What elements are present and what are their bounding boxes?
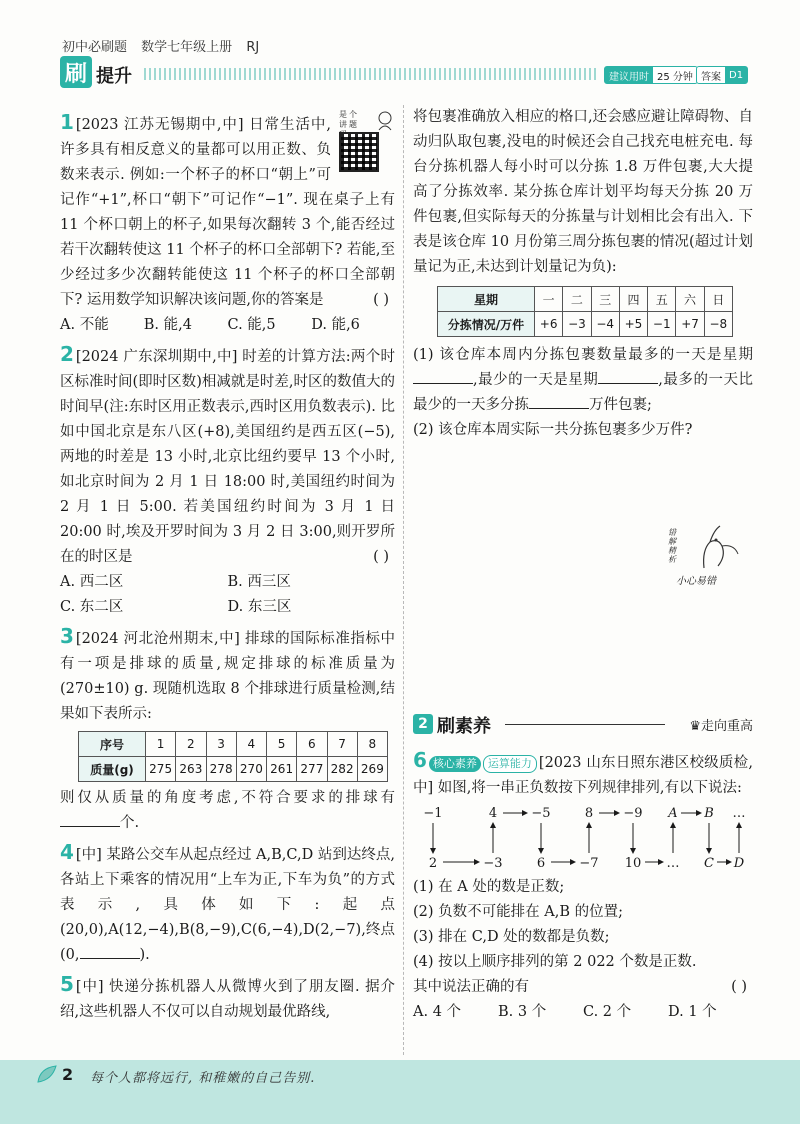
- answer-blank[interactable]: [598, 369, 658, 384]
- question-6-text: [2023 山东日照东港区校级质检,中] 如图,将一串正负数按下列规律排列,有以下说法:: [413, 755, 753, 796]
- subject-title: 数学七年级上册: [141, 40, 233, 55]
- sub1-text-b: ,最少的一天是星期: [473, 372, 599, 388]
- section-2-title: 刷素养: [437, 716, 491, 737]
- section-2-rule: [505, 724, 665, 725]
- table-cell: 三: [591, 287, 619, 312]
- time-label: 建议用时: [605, 67, 653, 83]
- question-3-followup: [60, 786, 395, 836]
- question-2-options: [60, 570, 395, 620]
- time-pill: [604, 66, 698, 84]
- question-2-text: [2024 广东深圳期中,中] 时差的计算方法:两个时区标准时间(即时区数)相减就是时差,时区的数值大的时间早(注:东时区用正数表示,西时区用负数表示). 比如中国北京是东八区(+8),美国纽约是西五区(−5),两地的时差是 13 小时,北京比纽约要早 13 个小时,如北京时间为 2 月 1 日 18:00 时,美国纽约时间为 2 月 1 日 5:00. 若美国纽约时间为 3 月 1 日 20:00 时,埃及开罗时间为 3 月 2 日 3:00,则开罗所在的时区是: [60, 349, 395, 565]
- statement-4: (4) 按以上顺序排列的第 2 022 个数是正数.: [413, 954, 697, 970]
- question-2: [60, 342, 395, 570]
- option-d[interactable]: D. 能,6: [311, 317, 360, 333]
- answer-blank[interactable]: [529, 394, 589, 409]
- sub1-text-a: (1) 该仓库本周内分拣包裹数量最多的一天是星期: [413, 347, 753, 363]
- table-cell: −1: [648, 312, 676, 337]
- answer-label: 答案: [701, 71, 721, 83]
- table-row: [79, 757, 388, 782]
- section-2-right-text: 走向重高: [700, 719, 753, 734]
- option-a[interactable]: A. 4 个: [413, 1004, 462, 1020]
- table-cell: −8: [704, 312, 732, 337]
- option-a[interactable]: A. 不能: [60, 317, 109, 333]
- question-4-end: ).: [139, 947, 150, 963]
- table-cell: 六: [676, 287, 704, 312]
- question-6-options: [413, 1000, 753, 1025]
- sequence-diagram: [419, 803, 749, 873]
- table-cell: 4: [236, 732, 266, 757]
- option-a[interactable]: A. 西二区: [60, 574, 124, 590]
- sub1-text-c: ,最多的一天比最少的一天多分拣: [413, 372, 754, 413]
- answer-value: D1: [725, 67, 747, 83]
- question-4: [60, 840, 395, 968]
- question-1-text: [2023 江苏无锡期中,中] 日常生活中,许多具有相反意义的量都可以用正数、负数来表示. 例如:一个杯子的杯口“朝上”可记作“+1”,杯口“朝下”可记作“−1”. 现在桌子上有 11 个杯口朝上的杯子,如果每次翻转 3 个,能否经过若干次翻转使这 11 个杯子的杯口全部朝下? 若能,至少经过多少次翻转能使这 11 个杯子的杯口全部朝下? 运用数学知识解决该问题,你的答案是: [60, 117, 395, 308]
- page-number: 2: [62, 1065, 74, 1084]
- table-cell: 3: [206, 732, 236, 757]
- table-cell: 269: [357, 757, 387, 782]
- question-5-sub2: (2) 该仓库本周实际一共分拣包裹多少万件?: [413, 422, 693, 438]
- section-2-badge: 2: [413, 714, 433, 734]
- answer-paren: ( ): [373, 292, 389, 308]
- book-header: [62, 36, 269, 55]
- header-stripe: [144, 68, 596, 80]
- question-3-text: [2024 河北沧州期末,中] 排球的国际标准指标中有一项是排球的质量,规定排球的标准质量为(270±10) g. 现随机选取 8 个排球进行质量检测,结果如下表所示:: [60, 631, 395, 722]
- answer-blank[interactable]: [60, 812, 120, 827]
- table-cell: 270: [236, 757, 266, 782]
- answer-paren: ( ): [373, 549, 389, 565]
- table-head: 分拣情况/万件: [438, 312, 535, 337]
- table-head: 序号: [79, 732, 146, 757]
- table-cell: 5: [267, 732, 297, 757]
- option-d[interactable]: D. 东三区: [227, 599, 292, 615]
- question-5-continued: 将包裹准确放入相应的格口,还会感应避让障碍物、自动归队取包裹,没电的时候还会自己找充电桩充电. 每台分拣机器人每小时可以分拣 1.8 万件包裹,大大提高了分拣效率. 某分拣仓库计划平均每天分拣 20 万件包裹,但实际每天的分拣量与计划相比会有出入. 下表是该仓库 10 月份第三周分拣包裹的情况(超过计划量记为正,未达到计划量记为负):: [413, 109, 753, 275]
- section-2-header: [413, 710, 753, 738]
- table-head: 质量(g): [79, 757, 146, 782]
- volleyball-table: [78, 731, 388, 782]
- diagram-top-1: 4: [488, 806, 498, 821]
- diagram-top-7: …: [732, 806, 746, 821]
- question-6-number: 6: [413, 748, 427, 772]
- answer-pill: [696, 66, 748, 84]
- diagram-top-3: 8: [584, 806, 594, 821]
- table-head: 星期: [438, 287, 535, 312]
- trophy-icon: ♛: [689, 719, 701, 734]
- left-column: [60, 110, 395, 1025]
- table-cell: 6: [297, 732, 327, 757]
- table-cell: 277: [297, 757, 327, 782]
- diagram-top-2: −5: [531, 806, 551, 821]
- qr-code-icon[interactable]: [339, 132, 379, 172]
- rabbit-sketch-icon: [684, 520, 744, 572]
- option-b[interactable]: B. 3 个: [498, 1004, 547, 1020]
- table-cell: 五: [648, 287, 676, 312]
- table-cell: +6: [535, 312, 563, 337]
- table-cell: 2: [176, 732, 206, 757]
- diagram-top-5: A: [668, 806, 678, 821]
- column-divider: [403, 105, 405, 1055]
- diagram-bottom-0: 2: [428, 856, 438, 871]
- question-6-text-block: [413, 748, 753, 801]
- qr-label: 是个讲题: [339, 110, 357, 129]
- answer-paren: ( ): [731, 979, 747, 995]
- diagram-bottom-2: 6: [536, 856, 546, 871]
- table-cell: 一: [535, 287, 563, 312]
- table-cell: 四: [619, 287, 647, 312]
- question-6-prompt: [413, 975, 753, 1000]
- computation-tag: 运算能力: [483, 755, 537, 773]
- option-b[interactable]: B. 西三区: [227, 574, 291, 590]
- diagram-bottom-1: −3: [483, 856, 503, 871]
- table-cell: 263: [176, 757, 206, 782]
- diagram-bottom-7: D: [733, 856, 745, 871]
- diagram-bottom-5: …: [666, 856, 680, 871]
- table-cell: 278: [206, 757, 236, 782]
- table-cell: 261: [267, 757, 297, 782]
- leaf-icon: [36, 1064, 58, 1084]
- question-3-after: 则仅从质量的角度考虑,不符合要求的排球有: [60, 790, 395, 806]
- core-literacy-tag: 核心素养: [429, 756, 481, 772]
- book-title: 初中必刷题: [62, 40, 128, 55]
- question-5-sub1: [413, 343, 753, 418]
- brand-logo: 刷: [60, 56, 92, 88]
- answer-blank[interactable]: [80, 944, 140, 959]
- mistake-sketch: [668, 520, 758, 590]
- table-cell: 7: [327, 732, 357, 757]
- table-cell: 二: [563, 287, 591, 312]
- diagram-bottom-6: C: [704, 856, 714, 871]
- option-c[interactable]: C. 东二区: [60, 599, 124, 615]
- table-cell: +7: [676, 312, 704, 337]
- diagram-top-4: −9: [623, 806, 643, 821]
- table-row: [438, 312, 733, 337]
- question-1: [60, 110, 395, 313]
- table-cell: −4: [591, 312, 619, 337]
- table-cell: 1: [146, 732, 176, 757]
- question-3-end: 个.: [120, 815, 140, 831]
- question-1-options: [60, 313, 395, 338]
- question-5-number: 5: [60, 972, 74, 996]
- table-cell: 275: [146, 757, 176, 782]
- question-5-start: [60, 972, 395, 1025]
- question-5-text-left: [中] 快递分拣机器人从微博火到了朋友圈. 据介绍,这些机器人不仅可以自动规划最优路线,: [60, 979, 395, 1020]
- option-c[interactable]: C. 2 个: [583, 1004, 632, 1020]
- cartoon-icon: [375, 110, 395, 132]
- edition-label: RJ: [246, 40, 260, 55]
- diagram-bottom-3: −7: [579, 856, 599, 871]
- qr-block[interactable]: [339, 110, 395, 168]
- diagram-top-6: B: [704, 806, 714, 821]
- table-cell: 282: [327, 757, 357, 782]
- time-value: 25 分钟: [657, 71, 693, 83]
- question-6: [413, 748, 753, 1025]
- section-2-right: [689, 715, 753, 734]
- question-3: [60, 624, 395, 727]
- diagram-bottom-4: 10: [624, 856, 642, 871]
- table-cell: 8: [357, 732, 387, 757]
- table-row: [79, 732, 388, 757]
- question-1-number: 1: [60, 110, 74, 134]
- sketch-caption: 小心易错: [676, 576, 716, 587]
- footer-motto: 每个人都将远行, 和稚嫩的自己告别.: [90, 1071, 316, 1086]
- sketch-side-text: 错解精析: [668, 528, 676, 564]
- diagram-top-0: −1: [423, 806, 443, 821]
- question-3-number: 3: [60, 624, 74, 648]
- section-title: 提升: [96, 66, 132, 87]
- sorting-table: [437, 286, 733, 337]
- statement-3: (3) 排在 C,D 处的数都是负数;: [413, 929, 610, 945]
- table-cell: −3: [563, 312, 591, 337]
- table-cell: +5: [619, 312, 647, 337]
- question-6-question: 其中说法正确的有: [413, 979, 529, 995]
- table-row: [438, 287, 733, 312]
- statement-1: (1) 在 A 处的数是正数;: [413, 879, 565, 895]
- question-4-text: [中] 某路公交车从起点经过 A,B,C,D 站到达终点,各站上下乘客的情况用“上车为正,下车为负”的方式表示,具体如下:起点(20,0),A(12,−4),B(8,−9),C(6,−4),D(2,−7),终点(0,: [60, 847, 395, 963]
- table-cell: 日: [704, 287, 732, 312]
- option-b[interactable]: B. 能,4: [143, 317, 192, 333]
- option-c[interactable]: C. 能,5: [227, 317, 276, 333]
- answer-blank[interactable]: [413, 369, 473, 384]
- sub1-text-d: 万件包裹;: [589, 397, 652, 413]
- statement-2: (2) 负数不可能排在 A,B 的位置;: [413, 904, 623, 920]
- question-2-number: 2: [60, 342, 74, 366]
- right-column: [413, 105, 753, 443]
- option-d[interactable]: D. 1 个: [668, 1004, 717, 1020]
- question-4-number: 4: [60, 840, 74, 864]
